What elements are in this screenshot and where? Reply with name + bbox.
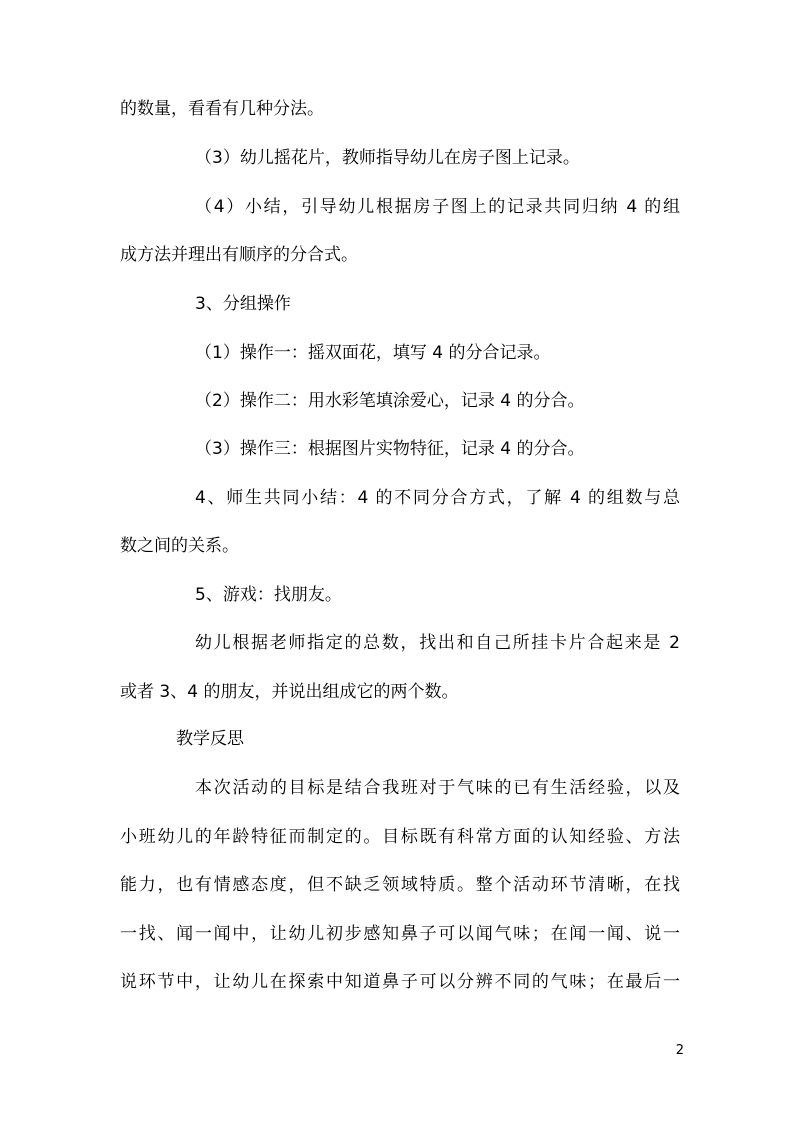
paragraph-line: 能力，也有情感态度，但不缺乏领域特质。整个活动环节清晰，在找 [120, 875, 680, 895]
paragraph-line: （3）幼儿摇花片，教师指导幼儿在房子图上记录。 [195, 148, 580, 168]
paragraph-line: 一找、闻一闻中，让幼儿初步感知鼻子可以闻气味；在闻一闻、说一 [120, 924, 680, 944]
section-heading: 3、分组操作 [195, 294, 291, 314]
paragraph-line: 成方法并理出有顺序的分合式。 [120, 245, 358, 265]
paragraph-line: （1）操作一：摇双面花，填写 4 的分合记录。 [195, 343, 551, 363]
paragraph-line: 小班幼儿的年龄特征而制定的。目标既有科常方面的认知经验、方法 [120, 827, 680, 847]
section-heading: 5、游戏：找朋友。 [195, 585, 342, 605]
section-heading: 教学反思 [176, 729, 244, 749]
paragraph-line: 或者 3、4 的朋友，并说出组成它的两个数。 [120, 682, 459, 702]
paragraph-line: （3）操作三：根据图片实物特征，记录 4 的分合。 [195, 439, 585, 459]
paragraph-line: （4）小结，引导幼儿根据房子图上的记录共同归纳 4 的组 [195, 197, 680, 217]
paragraph-line: （2）操作二：用水彩笔填涂爱心，记录 4 的分合。 [195, 391, 585, 411]
paragraph-line: 4、师生共同小结：4 的不同分合方式，了解 4 的组数与总 [195, 488, 680, 508]
paragraph-line: 幼儿根据老师指定的总数，找出和自己所挂卡片合起来是 2 [195, 633, 680, 653]
paragraph-line: 本次活动的目标是结合我班对于气味的已有生活经验，以及 [195, 778, 680, 798]
page-number: 2 [675, 1043, 684, 1058]
paragraph-line: 数之间的关系。 [120, 536, 239, 556]
paragraph-line: 的数量，看看有几种分法。 [120, 99, 324, 119]
paragraph-line: 说环节中，让幼儿在探索中知道鼻子可以分辨不同的气味；在最后一 [120, 972, 680, 992]
